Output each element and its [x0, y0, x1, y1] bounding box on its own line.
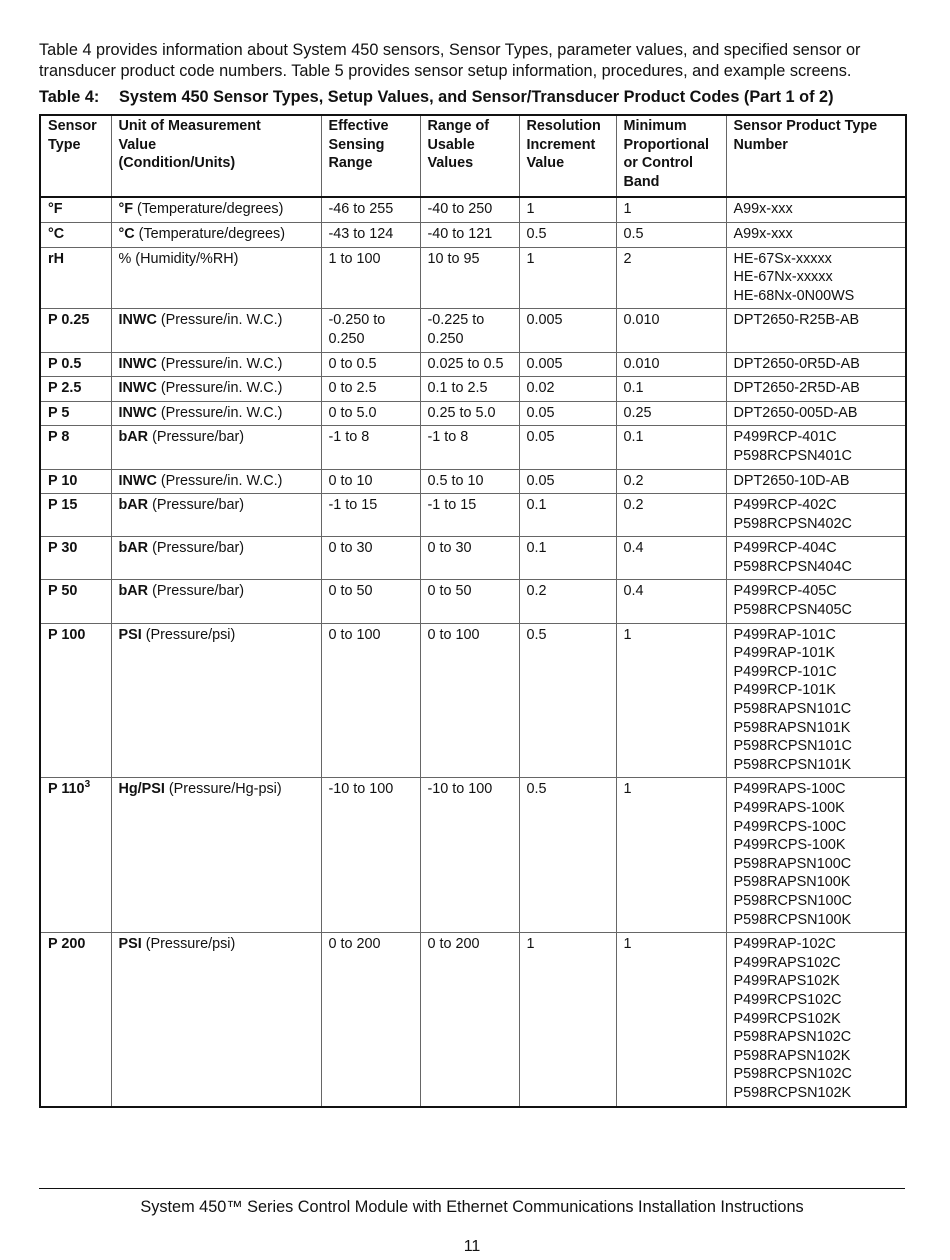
product-number-cell [726, 247, 906, 309]
sensor-type-cell [40, 537, 111, 580]
usable-range-cell: 0.25 to 5.0 [420, 401, 519, 426]
usable-range-cell: -10 to 100 [420, 778, 519, 933]
unit-cell [111, 197, 321, 222]
product-number-cell [726, 401, 906, 426]
usable-range-cell: 10 to 95 [420, 247, 519, 309]
product-number: P598RCPSN405C [733, 602, 852, 619]
table-title: System 450 Sensor Types, Setup Values, and Sensor/Transducer Product Codes (Part 1 of 2) [119, 88, 834, 106]
band-cell: 0.2 [616, 469, 726, 494]
header-product-number [726, 115, 906, 197]
band-cell: 0.1 [616, 377, 726, 402]
usable-range-cell: -0.225 to 0.250 [420, 309, 519, 352]
unit-cell [111, 469, 321, 494]
usable-range-cell: 0 to 30 [420, 537, 519, 580]
product-number: P499RCP-401C [733, 429, 837, 446]
sensor-type: P 2.5 [48, 380, 82, 397]
header-line: Values [427, 155, 474, 172]
unit-description: (Pressure/bar) [148, 540, 245, 557]
usable-range-cell: -1 to 15 [420, 494, 519, 537]
sensing-range-cell: -0.250 to 0.250 [321, 309, 420, 352]
table-row [40, 623, 906, 778]
sensor-type: P 30 [48, 540, 78, 557]
resolution-cell: 1 [519, 197, 616, 222]
unit-description: (Pressure/Hg-psi) [164, 781, 282, 798]
sensor-type-cell [40, 426, 111, 469]
product-number: P499RCP-101C [733, 663, 837, 680]
unit-code: PSI [118, 626, 142, 643]
usable-range-cell: -40 to 121 [420, 222, 519, 247]
unit-code: INWC [118, 312, 157, 329]
header-line: Range of [427, 118, 490, 134]
header-sensor-type [40, 115, 111, 197]
table-row [40, 580, 906, 623]
table-row [40, 247, 906, 309]
table-row [40, 426, 906, 469]
product-number: HE-68Nx-0N00WS [733, 287, 855, 304]
product-number: P499RCPS102K [733, 1010, 841, 1027]
header-line: Value [526, 155, 565, 172]
table-row [40, 352, 906, 377]
band-cell: 2 [616, 247, 726, 309]
product-number-cell [726, 494, 906, 537]
unit-description: (Pressure/bar) [148, 497, 245, 514]
table-header-row [40, 115, 906, 197]
table-row [40, 494, 906, 537]
usable-range-cell: -40 to 250 [420, 197, 519, 222]
unit-code: INWC [118, 380, 157, 397]
intro-paragraph: Table 4 provides information about System 450 sensors, Sensor Types, parameter values, and specified sensor or transducer product code numbers. Table 5 provides sensor setup information, procedures, and example screens. [39, 41, 861, 80]
product-number: P598RAPSN100K [733, 874, 851, 891]
product-number: P598RCPSN101K [733, 756, 852, 773]
table-row [40, 222, 906, 247]
unit-code: PSI [118, 936, 142, 953]
band-cell: 0.010 [616, 352, 726, 377]
header-line: Sensor [48, 118, 97, 134]
sensor-type-cell [40, 352, 111, 377]
resolution-cell: 0.5 [519, 778, 616, 933]
sensor-type: P 8 [48, 429, 70, 446]
usable-range-cell: 0.5 to 10 [420, 469, 519, 494]
sensing-range-cell: 0 to 2.5 [321, 377, 420, 402]
resolution-cell: 0.2 [519, 580, 616, 623]
product-number: P598RCPSN102C [733, 1066, 852, 1083]
footer-divider [39, 1188, 905, 1189]
product-number-cell [726, 309, 906, 352]
header-band [616, 115, 726, 197]
product-number: P499RAPS-100K [733, 800, 845, 816]
sensor-type-cell [40, 778, 111, 933]
product-number: HE-67Sx-xxxxx [733, 250, 832, 267]
unit-description: (Pressure/psi) [141, 626, 236, 643]
band-cell: 0.5 [616, 222, 726, 247]
unit-description: (Pressure/bar) [148, 583, 245, 600]
unit-cell [111, 377, 321, 402]
band-cell: 1 [616, 778, 726, 933]
header-resolution [519, 115, 616, 197]
header-unit [111, 115, 321, 197]
band-cell: 1 [616, 933, 726, 1107]
resolution-cell: 0.005 [519, 352, 616, 377]
product-number: P499RAP-101K [733, 645, 836, 662]
header-line: Range [328, 155, 373, 172]
usable-range-cell: 0.1 to 2.5 [420, 377, 519, 402]
sensing-range-cell: 0 to 200 [321, 933, 420, 1107]
product-number: P499RCP-405C [733, 583, 837, 600]
unit-cell [111, 222, 321, 247]
unit-code: INWC [118, 472, 157, 489]
header-line: Sensing [328, 136, 385, 153]
sensor-type-cell [40, 377, 111, 402]
sensor-types-table [39, 114, 907, 1108]
unit-cell [111, 623, 321, 778]
resolution-cell: 0.5 [519, 222, 616, 247]
product-number-cell [726, 778, 906, 933]
product-number-cell [726, 537, 906, 580]
unit-description: (Pressure/in. W.C.) [156, 380, 283, 397]
product-number-cell [726, 197, 906, 222]
unit-code: bAR [118, 429, 149, 446]
table-row [40, 537, 906, 580]
unit-cell [111, 309, 321, 352]
header-line: Increment [526, 136, 596, 153]
sensor-type: P 100 [48, 626, 86, 643]
resolution-cell: 0.05 [519, 426, 616, 469]
unit-description: % (Humidity/%RH) [118, 250, 239, 267]
sensor-type: P 0.25 [48, 312, 90, 329]
unit-description: (Pressure/in. W.C.) [156, 355, 283, 372]
unit-description: (Pressure/psi) [141, 936, 236, 953]
usable-range-cell: 0 to 50 [420, 580, 519, 623]
product-number: P598RAPSN101C [733, 701, 852, 718]
product-number: P598RCPSN402C [733, 515, 852, 532]
sensor-type: °F [48, 201, 63, 218]
product-number: HE-67Nx-xxxxx [733, 269, 833, 286]
product-number: P598RAPSN101K [733, 719, 851, 736]
header-line: Unit of Measurement [118, 118, 261, 134]
sensing-range-cell: 0 to 10 [321, 469, 420, 494]
header-line: or Control [623, 155, 694, 172]
sensor-type: rH [48, 250, 64, 267]
table-row [40, 377, 906, 402]
band-cell: 1 [616, 197, 726, 222]
unit-cell [111, 933, 321, 1107]
product-number: DPT2650-2R5D-AB [733, 380, 860, 397]
product-number: DPT2650-005D-AB [733, 404, 858, 421]
sensing-range-cell: -43 to 124 [321, 222, 420, 247]
product-number: P499RCPS-100C [733, 818, 847, 835]
resolution-cell: 0.02 [519, 377, 616, 402]
unit-code: °F [118, 201, 134, 218]
usable-range-cell: 0 to 100 [420, 623, 519, 778]
product-number-cell [726, 580, 906, 623]
header-line: Band [623, 173, 660, 190]
header-line: Proportional [623, 136, 710, 153]
unit-cell [111, 778, 321, 933]
unit-code: INWC [118, 355, 157, 372]
product-number: P499RAPS-100C [733, 781, 846, 798]
unit-cell [111, 247, 321, 309]
unit-cell [111, 352, 321, 377]
sensor-type: P 10 [48, 472, 78, 489]
header-line: Resolution [526, 118, 601, 134]
table-row [40, 778, 906, 933]
sensor-type: P 110 [48, 781, 85, 798]
unit-code: bAR [118, 540, 149, 557]
product-number: DPT2650-10D-AB [733, 472, 850, 489]
sensor-type: P 200 [48, 936, 86, 953]
unit-description: (Temperature/degrees) [134, 225, 286, 242]
sensor-type-cell [40, 222, 111, 247]
unit-cell [111, 580, 321, 623]
header-line: Usable [427, 136, 475, 153]
product-number: A99x-xxx [733, 225, 793, 242]
table-row [40, 309, 906, 352]
resolution-cell: 0.5 [519, 623, 616, 778]
unit-description: (Pressure/bar) [148, 429, 245, 446]
unit-code: Hg/PSI [118, 781, 165, 798]
resolution-cell: 0.05 [519, 469, 616, 494]
sensing-range-cell: 0 to 50 [321, 580, 420, 623]
sensing-range-cell: -46 to 255 [321, 197, 420, 222]
product-number: P598RCPSN102K [733, 1084, 852, 1101]
sensing-range-cell: -1 to 8 [321, 426, 420, 469]
header-usable-range [420, 115, 519, 197]
product-number: P499RAPS102K [733, 973, 840, 990]
product-number: DPT2650-R25B-AB [733, 312, 860, 329]
header-line: Type [48, 136, 81, 153]
sensing-range-cell: 0 to 0.5 [321, 352, 420, 377]
product-number-cell [726, 426, 906, 469]
resolution-cell: 0.1 [519, 537, 616, 580]
product-number: A99x-xxx [733, 201, 793, 218]
unit-code: bAR [118, 497, 149, 514]
header-line: Minimum [623, 118, 687, 134]
product-number: P499RCP-404C [733, 540, 837, 557]
product-number: P598RCPSN100C [733, 892, 852, 909]
product-number: P499RCPS-100K [733, 837, 846, 854]
product-number: P598RAPSN100C [733, 855, 852, 872]
band-cell: 0.4 [616, 537, 726, 580]
usable-range-cell: -1 to 8 [420, 426, 519, 469]
resolution-cell: 1 [519, 247, 616, 309]
sensor-type-cell [40, 309, 111, 352]
product-number: DPT2650-0R5D-AB [733, 355, 860, 372]
unit-cell [111, 537, 321, 580]
page-number: 11 [463, 1238, 481, 1255]
band-cell: 0.1 [616, 426, 726, 469]
usable-range-cell: 0.025 to 0.5 [420, 352, 519, 377]
product-number-cell [726, 623, 906, 778]
header-line: (Condition/Units) [118, 155, 236, 172]
header-line: Number [733, 136, 788, 153]
product-number: P598RAPSN102C [733, 1029, 852, 1046]
resolution-cell: 1 [519, 933, 616, 1107]
usable-range-cell: 0 to 200 [420, 933, 519, 1107]
sensing-range-cell: -10 to 100 [321, 778, 420, 933]
sensor-type-cell [40, 247, 111, 309]
unit-description: (Pressure/in. W.C.) [156, 312, 283, 329]
table-row [40, 469, 906, 494]
header-sensing-range [321, 115, 420, 197]
table-row [40, 401, 906, 426]
table-number: Table 4: [39, 88, 100, 106]
unit-description: (Temperature/degrees) [133, 201, 284, 218]
product-number: P499RAP-102C [733, 936, 836, 953]
product-number-cell [726, 222, 906, 247]
unit-code: INWC [118, 404, 157, 421]
resolution-cell: 0.1 [519, 494, 616, 537]
sensor-type: P 15 [48, 497, 78, 514]
band-cell: 1 [616, 623, 726, 778]
product-number: P499RCP-402C [733, 497, 837, 514]
band-cell: 0.010 [616, 309, 726, 352]
footnote-ref: 3 [84, 778, 91, 790]
product-number: P598RCPSN101C [733, 738, 852, 755]
product-number: P499RCPS102C [733, 991, 842, 1008]
unit-code: °C [118, 225, 135, 242]
product-number-cell [726, 352, 906, 377]
table-row [40, 197, 906, 222]
band-cell: 0.25 [616, 401, 726, 426]
product-number: P499RAPS102C [733, 954, 841, 971]
product-number: P598RCPSN404C [733, 558, 852, 575]
sensing-range-cell: 0 to 5.0 [321, 401, 420, 426]
product-number-cell [726, 469, 906, 494]
unit-cell [111, 494, 321, 537]
band-cell: 0.4 [616, 580, 726, 623]
sensor-type-cell [40, 623, 111, 778]
sensor-type-cell [40, 401, 111, 426]
product-number-cell [726, 933, 906, 1107]
sensor-type: P 50 [48, 583, 78, 600]
product-number: P499RAP-101C [733, 626, 836, 643]
sensor-type: °C [48, 225, 65, 242]
unit-description: (Pressure/in. W.C.) [156, 472, 283, 489]
product-number: P598RCPSN401C [733, 447, 852, 464]
unit-description: (Pressure/in. W.C.) [156, 404, 283, 421]
resolution-cell: 0.05 [519, 401, 616, 426]
sensor-type: P 5 [48, 404, 70, 421]
sensing-range-cell: 1 to 100 [321, 247, 420, 309]
unit-code: bAR [118, 583, 149, 600]
table-row [40, 933, 906, 1107]
product-number: P499RCP-101K [733, 682, 836, 699]
header-line: Effective [328, 118, 389, 134]
unit-cell [111, 426, 321, 469]
sensor-type-cell [40, 580, 111, 623]
band-cell: 0.2 [616, 494, 726, 537]
header-line: Value [118, 136, 157, 153]
product-number-cell [726, 377, 906, 402]
sensing-range-cell: -1 to 15 [321, 494, 420, 537]
sensor-type-cell [40, 933, 111, 1107]
header-line: Sensor Product Type [733, 118, 878, 134]
sensor-type: P 0.5 [48, 355, 82, 372]
sensor-type-cell [40, 469, 111, 494]
sensor-type-cell [40, 494, 111, 537]
product-number: P598RCPSN100K [733, 911, 852, 928]
sensing-range-cell: 0 to 30 [321, 537, 420, 580]
unit-cell [111, 401, 321, 426]
resolution-cell: 0.005 [519, 309, 616, 352]
sensing-range-cell: 0 to 100 [321, 623, 420, 778]
product-number: P598RAPSN102K [733, 1047, 851, 1064]
table-caption [39, 88, 919, 107]
footer-title: System 450™ Series Control Module with Ethernet Communications Installation Instructions [140, 1198, 804, 1216]
sensor-type-cell [40, 197, 111, 222]
